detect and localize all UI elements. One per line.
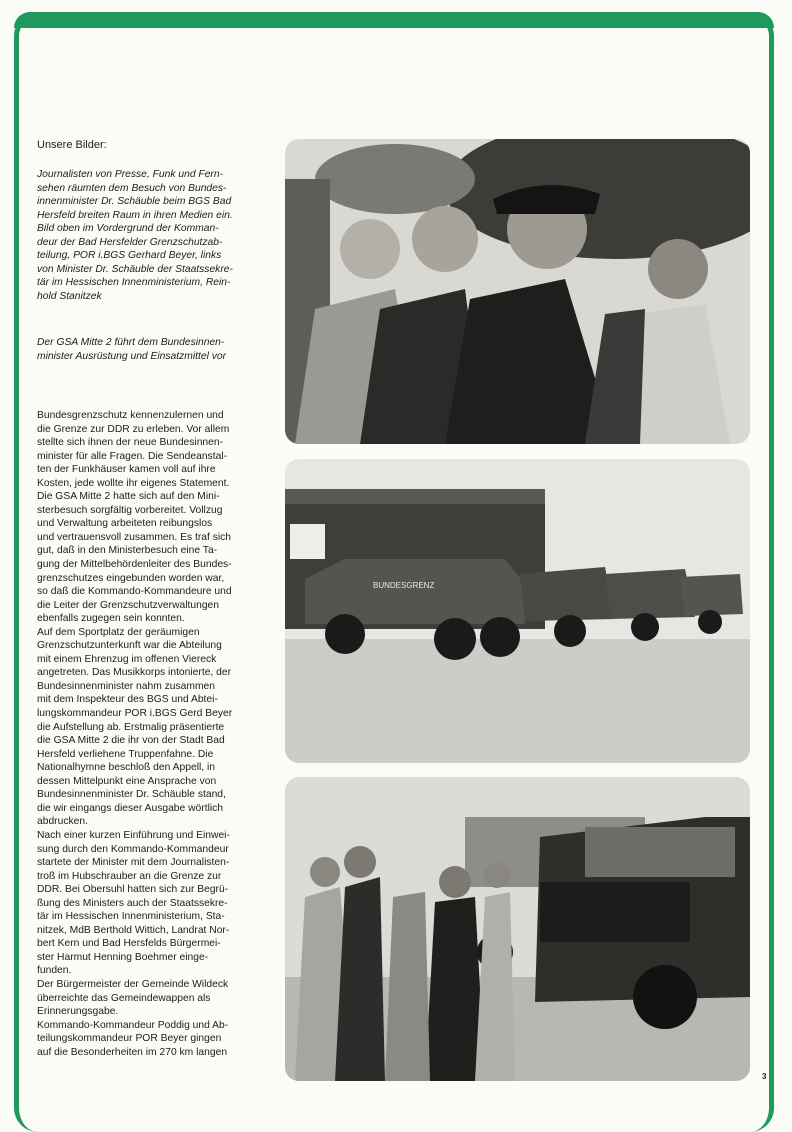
body-line: überreichte das Gemeindewappen als	[37, 992, 211, 1004]
body-line: Kosten, jede wollte ihr eigenes Statement.	[37, 477, 230, 489]
body-line: teilungskommandeur POR Beyer gingen	[37, 1033, 222, 1045]
body-line: die GSA Mitte 2 die ihr von der Stadt Bad	[37, 735, 225, 747]
body-line: sung durch den Kommando-Kommandeur	[37, 843, 229, 855]
body-line: Erinnerungsgabe.	[37, 1006, 119, 1018]
body-line: Bundesinnenminister nahm zusammen	[37, 680, 215, 692]
body-line: die Leiter der Grenzschutzverwaltungen	[37, 599, 220, 611]
body-line: Bundesinnenminister Dr. Schäuble stand,	[37, 789, 226, 801]
body-line: Nach einer kurzen Einführung und Einwei-	[37, 829, 230, 841]
body-line: bert Kern und Bad Hersfelds Bürgermei-	[37, 938, 221, 950]
body-line: stellte sich ihnen der neue Bundesinnen-	[37, 437, 224, 449]
body-line: abdrucken.	[37, 816, 88, 828]
body-line: startete der Minister mit dem Journalisten-	[37, 857, 230, 869]
body-line: Grenzschutzunterkunft war die Abteilung	[37, 640, 222, 652]
caption-line: Bild oben im Vordergrund der Komman-	[37, 223, 219, 235]
body-line: Kommando-Kommandeur Poddig und Ab-	[37, 1019, 229, 1031]
photo-inspection	[285, 777, 750, 1081]
body-line: sterbesuch sorgfältig vorbereitet. Vollzug	[37, 504, 223, 516]
caption-heading: Unsere Bilder:	[37, 139, 107, 151]
body-line: lungskommandeur POR i.BGS Gerd Beyer	[37, 708, 233, 720]
caption-line: Der GSA Mitte 2 führt dem Bundesinnen-	[37, 337, 225, 348]
body-line: die Aufstellung ab. Erstmalig präsentierte	[37, 721, 225, 733]
body-line: dessen Mittelpunkt eine Ansprache von	[37, 775, 217, 787]
body-line: die Grenze zur DDR zu erleben. Vor allem	[37, 423, 230, 435]
body-line: die wir eingangs dieser Ausgabe wörtlich	[37, 802, 224, 814]
caption-line: Hersfeld breiten Raum in ihren Medien ein.	[37, 209, 233, 221]
body-line: Bundesgrenzschutz kennenzulernen und	[37, 410, 224, 421]
body-line: angetreten. Das Musikkorps intonierte, der	[37, 667, 232, 679]
caption-line: innenminister Dr. Schäuble beim BGS Bad	[37, 196, 232, 208]
body-line: Nationalhymne beschloß den Appell, in	[37, 762, 216, 774]
body-line: Der Bürgermeister der Gemeinde Wildeck	[37, 978, 229, 990]
caption-line: minister Ausrüstung und Einsatzmittel vor	[37, 350, 227, 362]
body-line: so daß die Kommando-Kommandeure und	[37, 586, 232, 598]
page-number: 3	[762, 1072, 767, 1081]
caption-line: Journalisten von Presse, Funk und Fern-	[37, 169, 224, 180]
body-line: ster Harmut Henning Boehmer einge-	[37, 951, 209, 963]
body-line: troß im Hubschrauber an die Grenze zur	[37, 870, 222, 882]
caption-line: deur der Bad Hersfelder Grenzschutzab-	[37, 236, 223, 248]
body-line: gut, daß in den Ministerbesuch eine Ta-	[37, 545, 218, 557]
photo-vehicles	[285, 459, 750, 763]
body-line: funden.	[37, 965, 72, 977]
body-line: tär im Hessischen Innenministerium, Sta-	[37, 911, 225, 923]
body-line: grenzschutzes eingebunden worden war,	[37, 572, 225, 584]
body-line: und Verwaltung arbeiteten reibungslos	[37, 518, 213, 530]
body-line: ten der Funkhäuser kamen voll auf ihre	[37, 464, 216, 476]
caption-photo-2	[37, 336, 263, 363]
body-line: Auf dem Sportplatz der geräumigen	[37, 626, 200, 638]
caption-line: von Minister Dr. Schäuble der Staatssekre-	[37, 263, 233, 275]
vehicle-lettering: BUNDESGRENZ	[373, 581, 435, 590]
body-line: Die GSA Mitte 2 hatte sich auf den Mini-	[37, 491, 220, 503]
body-line: auf die Besonderheiten im 270 km langen	[37, 1046, 228, 1058]
caption-line: sehen räumten dem Besuch von Bundes-	[37, 182, 227, 194]
body-line: und vertrauensvoll zusammen. Es traf sich	[37, 531, 232, 543]
body-line: nitzek, MdB Berthold Wittich, Landrat Nor-	[37, 924, 230, 936]
body-line: gung der Mittelbehördenleiter des Bundes-	[37, 559, 232, 571]
article-body	[37, 409, 263, 1059]
body-line: DDR. Bei Obersuhl hatten sich zur Begrü-	[37, 884, 229, 896]
body-line: mit einem Ehrenzug im offenen Viereck	[37, 653, 217, 665]
photo-journalists	[285, 139, 750, 444]
caption-line: tär im Hessischen Innenministerium, Rein-	[37, 277, 231, 289]
body-line: ebenfalls zugegen sein konnten.	[37, 613, 185, 625]
body-line: ßung des Ministers auch der Staatssekre-	[37, 897, 228, 909]
body-line: mit dem Inspekteur des BGS und Abtei-	[37, 694, 218, 706]
caption-line: teilung, POR i.BGS Gerhard Beyer, links	[37, 250, 222, 262]
caption-photo-1	[37, 168, 263, 303]
body-line: Hersfeld verliehene Truppenfahne. Die	[37, 748, 214, 760]
frame-top-bar	[14, 12, 774, 28]
caption-line: hold Stanitzek	[37, 290, 102, 302]
body-line: minister für alle Fragen. Die Sendeanstal-	[37, 450, 228, 462]
